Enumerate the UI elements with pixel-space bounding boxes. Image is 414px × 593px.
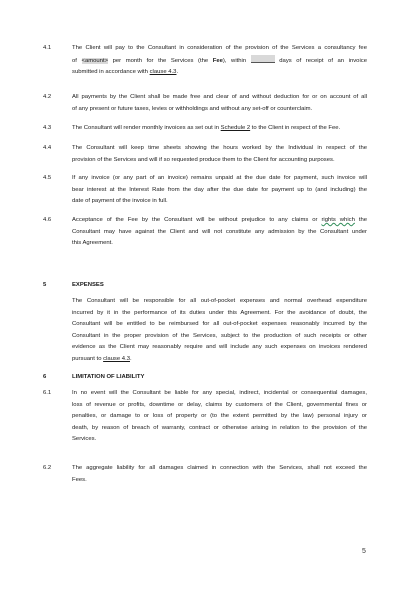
days-blank-field	[251, 55, 275, 63]
text-run: of	[72, 57, 82, 64]
clause-line: If any invoice (or any part of an invoice) remains unpaid at the due date for payment, such invoice will	[72, 175, 367, 181]
clause-text	[72, 388, 367, 446]
clause-line: Consultant may have against the Client and will not constitute any admission by the Consultant under	[72, 228, 367, 235]
clause-line: evidence as the Client may reasonably require and will include any such expenses on invoices rendered	[72, 344, 367, 351]
clause-text	[72, 43, 367, 79]
amount-placeholder: <amount>	[81, 57, 109, 64]
clause-number: 6.1	[43, 390, 52, 396]
text-run: ), within	[222, 57, 251, 64]
clause-line: In no event will the Consultant be liable for any special, indirect, incidental or consequential damages,	[72, 390, 367, 396]
clause-text	[72, 143, 367, 166]
clause-line: The Consultant will be responsible for all out-of-pocket expenses and normal overhead expenditure	[72, 298, 367, 304]
text-run: to the Client in respect of the Fee.	[250, 125, 341, 131]
clause-text	[72, 123, 367, 135]
clause-line: loss of revenue or profits, downtime or delay, claims by customers of the Client, governmental fines or	[72, 401, 367, 408]
page-number: 5	[362, 548, 366, 555]
text-run: Acceptance of the Fee by the Consultant will be without prejudice to any claims or	[72, 217, 322, 223]
text-run: per month for the Services (the	[108, 57, 213, 64]
clause-line: Services.	[72, 436, 97, 443]
clause-line: penalties, or damage to or loss of property or (to the extent permitted by the law) personal injury or	[72, 413, 367, 420]
clause-text	[72, 173, 367, 208]
text-run: The Consultant will render monthly invoices as set out in	[72, 125, 221, 131]
section-number: 6	[43, 374, 47, 380]
clause-number: 4.3	[43, 125, 52, 131]
cross-reference-link[interactable]: clause 4.3	[149, 69, 177, 76]
clause-text	[72, 215, 367, 250]
spellcheck-marked-text: rights which	[321, 217, 355, 223]
clause-line: The Client will pay to the Consultant in consideration of the provision of the Services a consultancy fee	[72, 45, 367, 51]
clause-line	[72, 67, 367, 79]
clause-line: incurred by it in the performance of its duties under this Agreement. For the avoidance of doubt, the	[72, 309, 367, 316]
text-run: .	[129, 355, 132, 362]
clause-line: The aggregate liability for all damages claimed in connection with the Services, shall not exceed the	[72, 465, 367, 471]
clause-line: Consultant will be entitled to be reimbursed for all out-of-pocket expenses reasonably incurred by the	[72, 321, 367, 328]
clause-line: death, by reason of breach of warranty, contract or otherwise arising in relation to the provision of the	[72, 424, 367, 431]
clause-line: provision of the Services and will if so requested produce them to the Client for accounting purposes.	[72, 156, 335, 163]
clause-line	[72, 55, 367, 68]
clause-text	[72, 92, 367, 115]
clause-line: of any present or future taxes, levies or withholdings and without any set-off or counterclaim.	[72, 105, 313, 112]
section-number: 5	[43, 282, 47, 288]
text-run: days of receipt of an invoice	[279, 57, 367, 64]
clause-number: 4.2	[43, 94, 52, 100]
clause-text	[72, 463, 367, 486]
clause-line	[72, 354, 367, 366]
clause-line: Fees.	[72, 476, 87, 483]
clause-line: Consultant in the proper provision of the Services, subject to the production of such receipts or other	[72, 332, 367, 339]
clause-line: All payments by the Client shall be made free and clear of and without deduction for or on account of all	[72, 94, 367, 100]
text-run: submitted in accordance with	[72, 69, 150, 76]
clause-number: 6.2	[43, 465, 52, 471]
clause-line	[72, 215, 367, 227]
text-run: pursuant to	[72, 355, 104, 362]
text-run: .	[176, 69, 179, 76]
clause-line: this Agreement.	[72, 240, 113, 247]
defined-term-fee: Fee	[212, 57, 223, 64]
section-title: LIMITATION OF LIABILITY	[72, 374, 145, 380]
clause-number: 4.4	[43, 145, 52, 151]
clause-line: bear interest at the Interest Rate from the day after the due date for payment up to (and including) the	[72, 186, 367, 193]
clause-number: 4.5	[43, 175, 52, 181]
clause-number: 4.1	[43, 45, 52, 51]
section-title: EXPENSES	[72, 282, 104, 288]
cross-reference-link[interactable]: Schedule 2	[220, 125, 251, 131]
clause-line	[72, 123, 367, 135]
cross-reference-link[interactable]: clause 4.3	[103, 355, 130, 362]
clause-line: date of payment of the invoice in full.	[72, 198, 168, 205]
section-text	[72, 296, 367, 366]
clause-number: 4.6	[43, 217, 52, 223]
clause-line: The Consultant will keep time sheets showing the hours worked by the Individual in respect of the	[72, 145, 367, 151]
text-run: the	[354, 217, 368, 223]
